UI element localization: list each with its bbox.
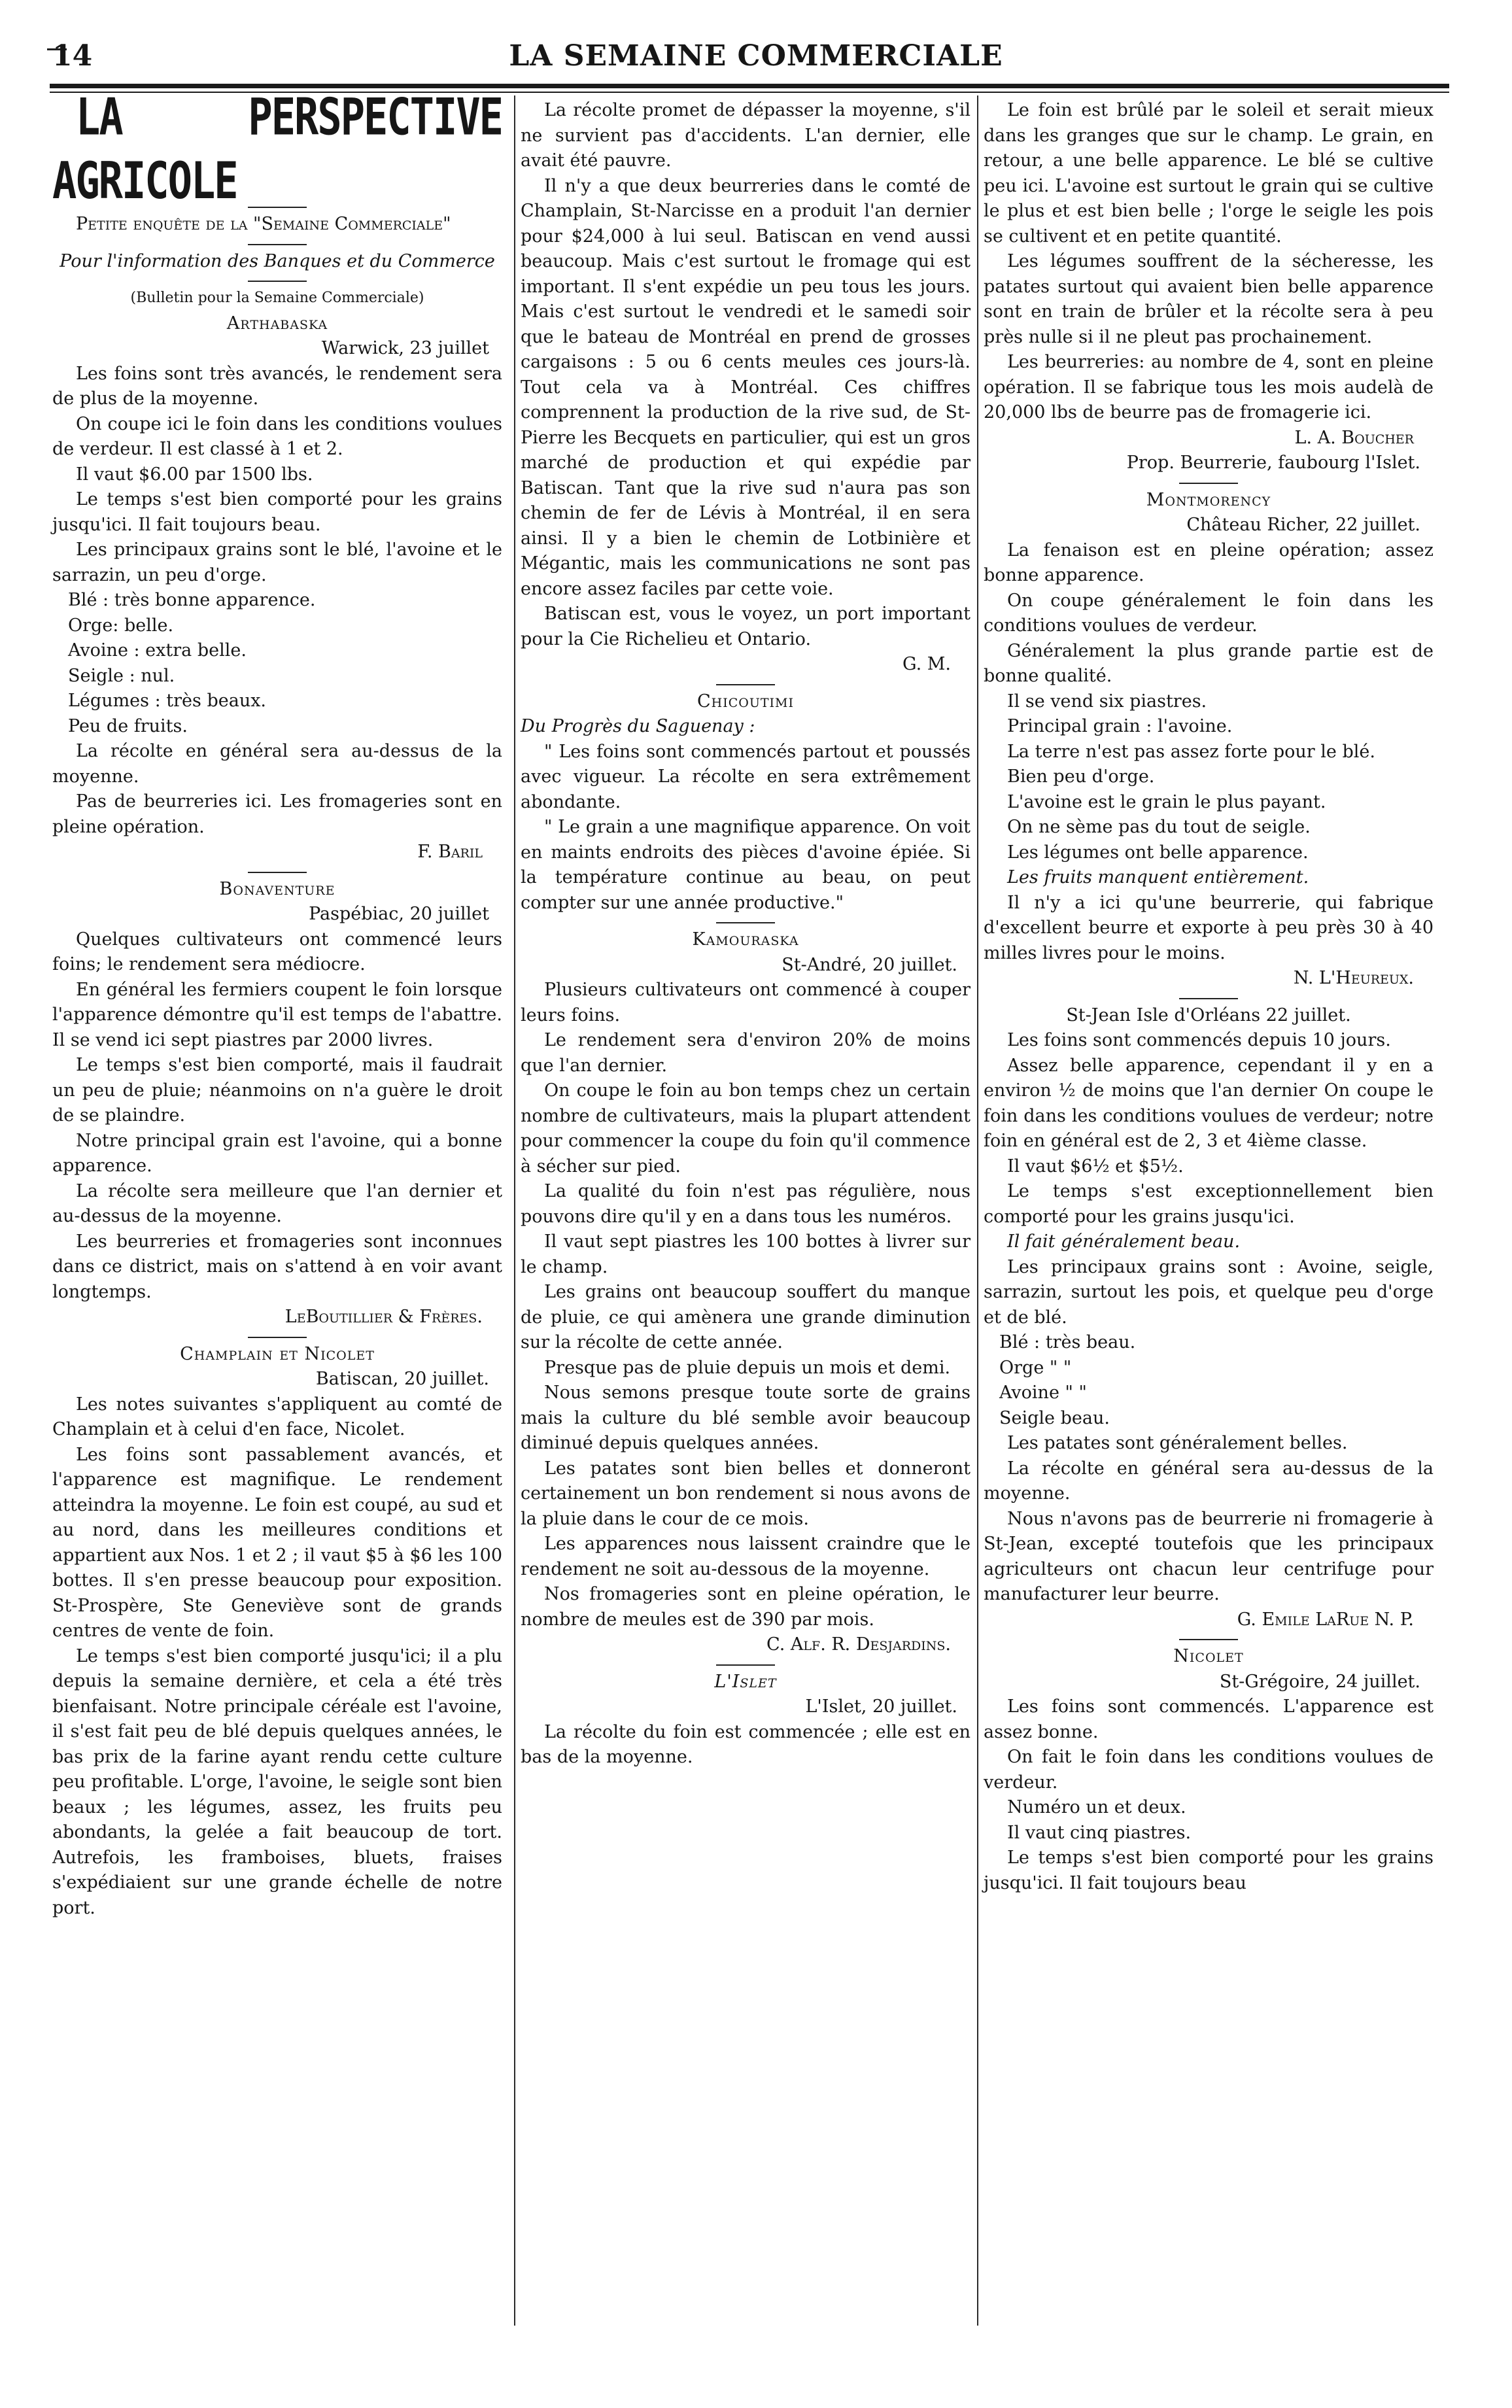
list-item: Seigle : nul. bbox=[68, 665, 175, 686]
paragraph: Les notes suivantes s'appliquent au comté de Champlain et à celui d'en face, Nicolet. bbox=[52, 1394, 502, 1439]
page-number: 14 bbox=[52, 39, 93, 73]
paragraph: La récolte du foin est commencée ; elle est en bas de la moyenne. bbox=[521, 1721, 971, 1767]
paragraph: Les foins sont commencés depuis 10 jours. bbox=[1007, 1030, 1391, 1050]
crop-list bbox=[52, 588, 502, 739]
separator-dash bbox=[716, 1664, 775, 1666]
section-place: Nicolet bbox=[1173, 1646, 1244, 1666]
separator-dash bbox=[1179, 483, 1238, 484]
paragraph: La récolte en général sera au-dessus de la moyenne. bbox=[984, 1458, 1434, 1504]
paragraph: On coupe le foin au bon temps chez un certain nombre de cultivateurs, mais la plupart attendent pour commencer la coupe du foin qu'il commence à sécher sur pied. bbox=[521, 1080, 971, 1177]
paragraph: Nous n'avons pas de beurrerie ni fromagerie à St-Jean, excepté toutefois que les principaux agriculteurs ont chacun leur centrifuge pour manufacturer leur beurre. bbox=[984, 1508, 1434, 1604]
signature: G. Emile LaRue N. P. bbox=[1237, 1609, 1414, 1630]
paragraph: Généralement la plus grande partie est de bonne qualité. bbox=[984, 640, 1434, 686]
list-item: Orge " " bbox=[999, 1357, 1072, 1378]
paragraph: Il n'y a que deux beurreries dans le comté de Champlain, St-Narcisse en a produit l'an dernier pour $24,000 à lui seul. Batiscan en vend aussi beaucoup. Mais c'est surtout le fromage qui est important. Il s'ent expédie un peu tous les jours. Mais c'est surtout le vendredi et le samedi soir que le bateau de Montréal en prend de grosses cargaisons : 5 ou 6 cents meules ces jours-là. Tout cela va à Montréal. Ces chiffres comprennent la production de la rive sud, de St-Pierre les Becquets en particulier, qui est un gros marché de production et qui expédie par Batiscan. Tant que la rive sud n'aura pas son chemin de fer de Lévis à Montréal, il en sera ainsi. Il y a bien le chemin de Lotbinière et Mégantic, mais les communications ne sont pas encore assez faciles par cette voie. bbox=[521, 175, 971, 599]
paragraph: Il vaut $6.00 par 1500 lbs. bbox=[76, 464, 313, 485]
paragraph: Le temps s'est exceptionnellement bien comporté pour les grains jusqu'ici. bbox=[984, 1181, 1434, 1227]
paragraph: On coupe ici le foin dans les conditions voulues de verdeur. Il est classé à 1 et 2. bbox=[52, 413, 502, 459]
signature: L. A. Boucher bbox=[1294, 427, 1414, 448]
paragraph: Les apparences nous laissent craindre que le rendement ne soit au-dessous de la moyenne. bbox=[521, 1534, 971, 1579]
paragraph: Le temps s'est bien comporté pour les grains jusqu'ici. Il fait toujours beau. bbox=[52, 489, 502, 535]
signature: N. L'Heureux. bbox=[1293, 968, 1414, 988]
separator-dash bbox=[716, 684, 775, 685]
signature: G. M. bbox=[902, 654, 951, 674]
column-2 bbox=[521, 98, 971, 1770]
paragraph: On fait le foin dans les conditions voulues de verdeur. bbox=[984, 1747, 1434, 1793]
list-item: Blé : très bonne apparence. bbox=[68, 590, 316, 610]
paragraph: Presque pas de pluie depuis un mois et demi. bbox=[544, 1357, 951, 1378]
paragraph: Il se vend six piastres. bbox=[1007, 691, 1207, 712]
article-subtitle: Petite enquête de la "Semaine Commerciale" bbox=[76, 214, 451, 234]
journal-title: LA SEMAINE COMMERCIALE bbox=[509, 39, 1003, 73]
paragraph: Le temps s'est bien comporté, mais il faudrait un peu de pluie; néanmoins on n'a guère le droit de se plaindre. bbox=[52, 1055, 502, 1126]
crop-list bbox=[984, 1330, 1434, 1431]
separator-dash bbox=[1179, 998, 1238, 999]
paragraph: Les grains ont beaucoup souffert du manque de pluie, ce qui amènera une grande diminution sur la récolte de cette année. bbox=[521, 1282, 971, 1352]
list-item: Avoine : extra belle. bbox=[68, 640, 247, 661]
paragraph: Assez belle apparence, cependant il y en a environ ½ de moins que l'an dernier On coupe le foin dans les conditions voulues de verdeur; notre foin en général est de 2, 3 et 4ième classe. bbox=[984, 1055, 1434, 1151]
paragraph: Les foins sont très avancés, le rendement sera de plus de la moyenne. bbox=[52, 363, 502, 409]
paragraph: Nos fromageries sont en pleine opération, le nombre de meules est de 390 par mois. bbox=[521, 1584, 971, 1630]
paragraph: Les fruits manquent entièrement. bbox=[1007, 867, 1309, 887]
signature: C. Alf. R. Desjardins. bbox=[766, 1634, 951, 1655]
paragraph: La qualité du foin n'est pas régulière, nous pouvons dire qu'il y en a dans tous les numéros. bbox=[521, 1181, 971, 1227]
paragraph: Principal grain : l'avoine. bbox=[1007, 716, 1233, 736]
paragraph: La récolte en général sera au-dessus de la moyenne. bbox=[52, 741, 502, 787]
section-dateline: Batiscan, 20 juillet. bbox=[315, 1369, 489, 1389]
section-place: Bonaventure bbox=[219, 878, 335, 899]
separator-dash bbox=[716, 922, 775, 923]
paragraph: " Les foins sont commencés partout et poussés avec vigueur. La récolte en sera extrêmement abondante. bbox=[521, 741, 971, 812]
separator-dash bbox=[1179, 1639, 1238, 1640]
paragraph: Il fait généralement beau. bbox=[1007, 1231, 1241, 1252]
paragraph: Les principaux grains sont : Avoine, seigle, sarrazin, surtout les pois, et quelque peu d'orge et de blé. bbox=[984, 1256, 1434, 1328]
section-dateline: Paspébiac, 20 juillet bbox=[309, 904, 489, 924]
source-line: Du Progrès du Saguenay : bbox=[521, 716, 755, 736]
section-place: Chicoutimi bbox=[697, 691, 794, 712]
paragraph: Les principaux grains sont le blé, l'avoine et le sarrazin, un peu d'orge. bbox=[52, 540, 502, 585]
paragraph: Notre principal grain est l'avoine, qui a bonne apparence. bbox=[52, 1130, 502, 1176]
paragraph: Quelques cultivateurs ont commencé leurs foins; le rendement sera médiocre. bbox=[52, 929, 502, 974]
list-item: Orge: belle. bbox=[68, 615, 174, 636]
paragraph: Les patates sont généralement belles. bbox=[1007, 1433, 1348, 1453]
list-item: Peu de fruits. bbox=[68, 715, 188, 736]
section-place: Arthabaska bbox=[226, 313, 328, 334]
list-item: Seigle beau. bbox=[999, 1407, 1110, 1428]
signature: LeBoutillier & Frères. bbox=[284, 1307, 483, 1327]
paragraph: On coupe généralement le foin dans les conditions voulues de verdeur. bbox=[984, 590, 1434, 636]
section-place: L'Islet bbox=[714, 1671, 777, 1692]
signature-title: Prop. Beurrerie, faubourg l'Islet. bbox=[1126, 453, 1420, 473]
paragraph: La fenaison est en pleine opération; assez bonne apparence. bbox=[984, 540, 1434, 585]
article-title: LA PERSPECTIVE AGRICOLE bbox=[52, 87, 502, 211]
paragraph: Le foin est brûlé par le soleil et serait mieux dans les granges que sur le champ. Le grain, en retour, a une belle apparence. Le blé se cultive peu ici. L'avoine est surtout le grain qui se cultive le plus et est bien belle ; l'orge le seigle les pois se cultivent et en petite quantité. bbox=[984, 100, 1434, 247]
section-dateline: St-Jean Isle d'Orléans 22 juillet. bbox=[1066, 1005, 1351, 1025]
paragraph: Les foins sont passablement avancés, et l'apparence est magnifique. Le rendement atteindra la moyenne. Le foin est coupé, au sud et au nord, dans les meilleures conditions et appartient aux Nos. 1 et 2 ; il vaut $5 à $6 les 100 bottes. Il s'en presse beaucoup pour exposition. St-Prospère, Ste Geneviève sont de grands centres de vente de foin. bbox=[52, 1444, 502, 1641]
list-item: Blé : très beau. bbox=[999, 1332, 1136, 1352]
separator-dash bbox=[248, 1337, 307, 1338]
paragraph: Le temps s'est bien comporté jusqu'ici; il a plu depuis la semaine dernière, et cela a été très bienfaisant. Notre principale céréale est l'avoine, il s'est fait peu de blé depuis quelques années, le bas prix de la farine ayant rendu cette culture peu profitable. L'orge, l'avoine, le seigle sont bien beaux ; les légumes, assez, les fruits peu abondants, la gelée a fait beaucoup de tort. Autrefois, les framboises, bluets, fraises s'expédiaient sur une grande échelle de notre port. bbox=[52, 1645, 502, 1918]
paragraph: Les légumes ont belle apparence. bbox=[1007, 842, 1309, 863]
paragraph: On ne sème pas du tout de seigle. bbox=[1007, 817, 1311, 837]
paragraph: Il vaut $6½ et $5½. bbox=[1007, 1156, 1184, 1177]
paragraph: La récolte promet de dépasser la moyenne, s'il ne survient pas d'accidents. L'an dernier, elle avait été pauvre. bbox=[521, 100, 971, 171]
section-dateline: Château Richer, 22 juillet. bbox=[1186, 515, 1420, 535]
signature: F. Baril bbox=[417, 842, 483, 862]
paragraph: Plusieurs cultivateurs ont commencé à couper leurs foins. bbox=[521, 980, 971, 1025]
section-dateline: St-André, 20 juillet. bbox=[782, 954, 957, 975]
list-item: Avoine " " bbox=[999, 1383, 1087, 1403]
paragraph: Il vaut cinq piastres. bbox=[1007, 1822, 1192, 1843]
paragraph: Batiscan est, vous le voyez, un port important pour la Cie Richelieu et Ontario. bbox=[521, 604, 971, 649]
paragraph: Les foins sont commencés. L'apparence est assez bonne. bbox=[984, 1696, 1434, 1742]
separator-dash bbox=[248, 244, 307, 245]
paragraph: Il n'y a ici qu'une beurrerie, qui fabrique d'excellent beurre et exporte à peu près 30 à 40 milles livres pour le moins. bbox=[984, 892, 1434, 963]
paragraph: La terre n'est pas assez forte pour le blé. bbox=[1007, 741, 1375, 762]
column-separator bbox=[977, 95, 978, 2326]
paragraph: Les beurreries: au nombre de 4, sont en pleine opération. Il se fabrique tous les mois audelà de 20,000 lbs de beurre pas de fromagerie ici. bbox=[984, 352, 1434, 422]
list-item: Légumes : très beaux. bbox=[68, 691, 267, 711]
paragraph: Le rendement sera d'environ 20% de moins que l'an dernier. bbox=[521, 1030, 971, 1076]
paragraph: Les beurreries et fromageries sont inconnues dans ce district, mais on s'attend à en voir avant longtemps. bbox=[52, 1231, 502, 1302]
section-place: Montmorency bbox=[1146, 489, 1271, 510]
paragraph: Les légumes souffrent de la sécheresse, les patates surtout qui avaient bien belle apparence sont en train de brûler et la récolte sera à peu près nulle si il ne pleut pas prochainement. bbox=[984, 251, 1434, 347]
paragraph: En général les fermiers coupent le foin lorsque l'apparence démontre qu'il est temps de l'abattre. Il se vend ici sept piastres par 2000 livres. bbox=[52, 979, 502, 1050]
separator-dash bbox=[248, 281, 307, 282]
paragraph: Pas de beurreries ici. Les fromageries sont en pleine opération. bbox=[52, 791, 502, 837]
column-separator bbox=[514, 95, 515, 2326]
paragraph: Bien peu d'orge. bbox=[1007, 766, 1155, 787]
section-dateline: St-Grégoire, 24 juillet. bbox=[1219, 1671, 1420, 1692]
section-dateline: L'Islet, 20 juillet. bbox=[805, 1696, 957, 1717]
column-3 bbox=[984, 98, 1434, 1896]
column-1 bbox=[52, 87, 502, 1921]
paragraph: " Le grain a une magnifique apparence. On voit en maints endroits des pièces d'avoine épiée. Si la température continue au beau, on peut compter sur une année productive." bbox=[521, 817, 971, 913]
paragraph: Les patates sont bien belles et donneront certainement un bon rendement si nous avons de la pluie dans le cour de ce mois. bbox=[521, 1458, 971, 1529]
paragraph: Nous semons presque toute sorte de grains mais la culture du blé semble avoir beaucoup diminué depuis quelques années. bbox=[521, 1383, 971, 1453]
section-dateline: Warwick, 23 juillet bbox=[321, 338, 489, 358]
section-place: Champlain et Nicolet bbox=[180, 1343, 375, 1364]
paragraph: Le temps s'est bien comporté pour les grains jusqu'ici. Il fait toujours beau bbox=[984, 1848, 1434, 1893]
separator-dash bbox=[248, 872, 307, 873]
paragraph: La récolte sera meilleure que l'an dernier et au-dessus de la moyenne. bbox=[52, 1180, 502, 1226]
article-subtitle-2: Pour l'information des Banques et du Commerce bbox=[60, 250, 495, 271]
bulletin-note: (Bulletin pour la Semaine Commerciale) bbox=[130, 290, 424, 306]
paragraph: Numéro un et deux. bbox=[1007, 1797, 1186, 1817]
paragraph: L'avoine est le grain le plus payant. bbox=[1007, 791, 1326, 812]
section-place: Kamouraska bbox=[692, 929, 799, 950]
paragraph: Il vaut sept piastres les 100 bottes à livrer sur le champ. bbox=[521, 1231, 971, 1277]
